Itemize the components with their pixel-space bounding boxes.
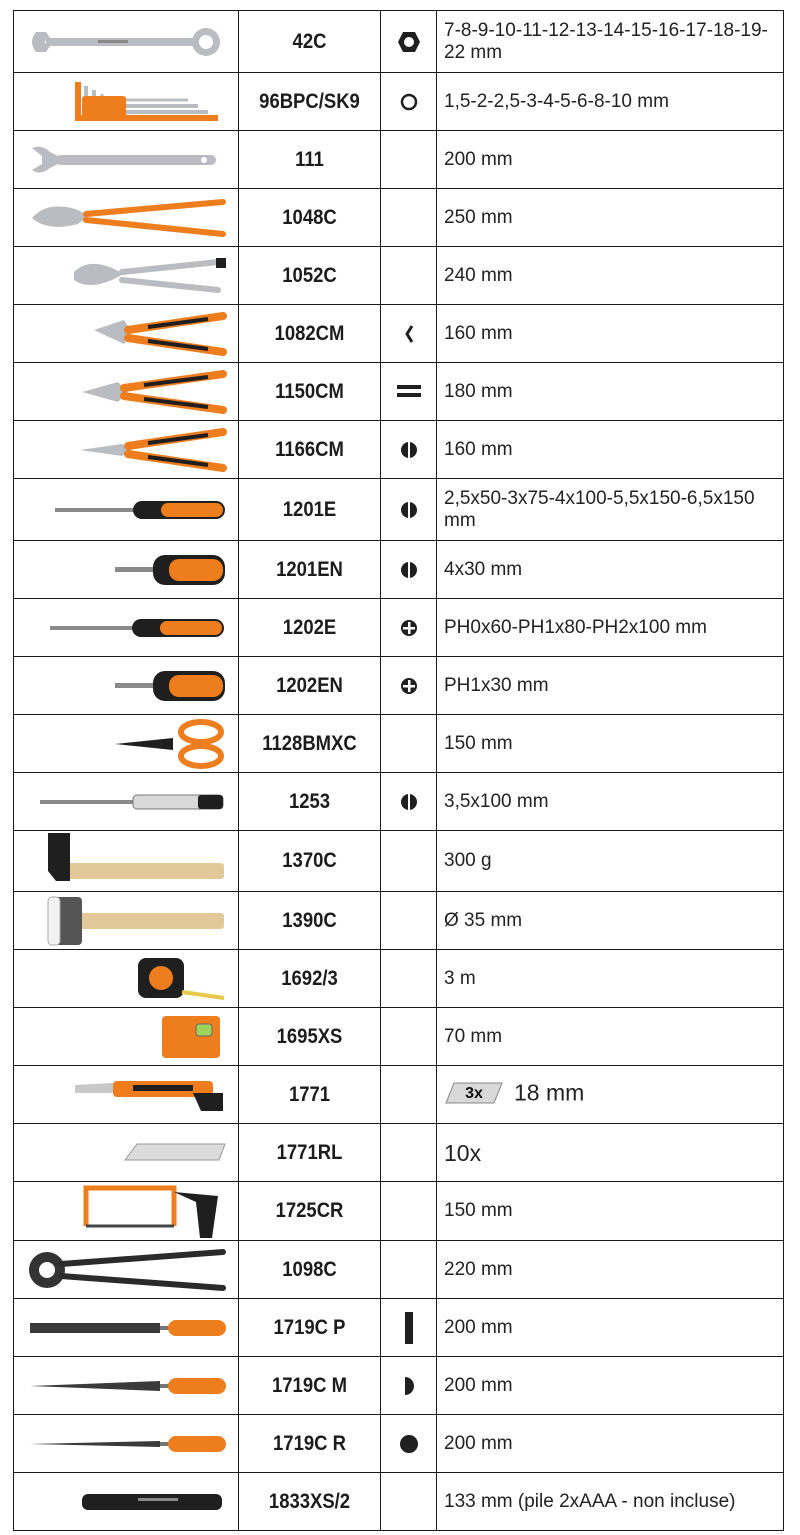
product-code-cell	[239, 1415, 381, 1473]
flat-jaw-icon	[396, 383, 422, 400]
table-row	[14, 1182, 784, 1241]
spec-text: 4x30 mm	[444, 558, 523, 580]
cutting-edge-icon	[402, 325, 416, 342]
stubby-phillips-screwdriver-image	[14, 657, 239, 715]
product-code: 1201EN	[276, 557, 343, 581]
table-row	[14, 247, 784, 305]
spec-cell	[437, 1008, 784, 1066]
half-round-icon	[399, 441, 419, 458]
spec-text: 180 mm	[444, 380, 513, 402]
product-code: 1390C	[282, 908, 337, 932]
product-code: 1253	[288, 789, 331, 813]
phillips-icon	[399, 677, 419, 694]
product-code: 1692/3	[281, 966, 338, 990]
half-round-icon	[399, 793, 419, 810]
product-code-cell	[239, 421, 381, 479]
spec-text: 2,5x50-3x75-4x100-5,5x150-6,5x150 mm	[444, 487, 755, 531]
spec-cell	[437, 1124, 784, 1182]
soft-face-mallet-image	[14, 892, 239, 950]
type-icon-cell	[381, 1473, 437, 1531]
spec-cell	[437, 421, 784, 479]
table-row	[14, 11, 784, 73]
type-icon-cell	[381, 950, 437, 1008]
spec-text: 133 mm (pile 2xAAA - non incluse)	[444, 1490, 736, 1512]
spec-cell	[437, 773, 784, 831]
product-code: 1128BMXC	[262, 731, 357, 755]
flat-file-image	[14, 1299, 239, 1357]
spec-text: 200 mm	[444, 1316, 513, 1338]
product-code: 1048C	[282, 205, 337, 229]
half-disc-icon	[402, 1377, 416, 1394]
product-code-cell	[239, 1241, 381, 1299]
product-code-cell	[239, 599, 381, 657]
spec-cell	[437, 1066, 784, 1124]
table-row	[14, 1299, 784, 1357]
type-icon-cell	[381, 1299, 437, 1357]
table-row	[14, 1124, 784, 1182]
type-icon-cell	[381, 715, 437, 773]
type-icon-cell	[381, 773, 437, 831]
spec-text: PH0x60-PH1x80-PH2x100 mm	[444, 616, 707, 638]
type-icon-cell	[381, 541, 437, 599]
type-icon-cell	[381, 247, 437, 305]
product-code: 1370C	[282, 849, 337, 872]
spec-cell	[437, 11, 784, 73]
table-row	[14, 599, 784, 657]
table-row	[14, 421, 784, 479]
table-row	[14, 1357, 784, 1415]
table-row	[14, 773, 784, 831]
table-row	[14, 892, 784, 950]
product-code: 1166CM	[275, 437, 344, 461]
pen-flashlight-image	[14, 1473, 239, 1531]
type-icon-cell	[381, 73, 437, 131]
table-row	[14, 1008, 784, 1066]
spec-text: PH1x30 mm	[444, 674, 549, 696]
spec-cell	[437, 892, 784, 950]
table-row	[14, 950, 784, 1008]
combination-wrench-image	[14, 11, 239, 73]
table-row	[14, 715, 784, 773]
product-code: 1719C M	[272, 1373, 347, 1397]
diagonal-cutters-image	[14, 305, 239, 363]
type-icon-cell	[381, 421, 437, 479]
type-icon-cell	[381, 1124, 437, 1182]
phillips-icon	[399, 619, 419, 636]
product-code-cell	[239, 1357, 381, 1415]
spec-text: Ø 35 mm	[444, 909, 523, 931]
product-code: 1098C	[282, 1257, 337, 1281]
product-code-cell	[239, 773, 381, 831]
spec-cell	[437, 479, 784, 541]
product-code-cell	[239, 1299, 381, 1357]
product-code: 1202EN	[276, 673, 343, 697]
spare-blades-image	[14, 1124, 239, 1182]
product-code-cell	[239, 1182, 381, 1241]
product-code: 111	[295, 147, 324, 171]
ring-icon	[399, 93, 419, 110]
spec-text: 3,5x100 mm	[444, 790, 549, 812]
type-icon-cell	[381, 1008, 437, 1066]
spec-text: 200 mm	[444, 1432, 513, 1454]
product-code: 1725CR	[275, 1199, 344, 1222]
product-code-cell	[239, 831, 381, 892]
product-code-cell	[239, 305, 381, 363]
type-icon-cell	[381, 305, 437, 363]
product-code: 1719C R	[273, 1431, 346, 1455]
table-row	[14, 479, 784, 541]
product-code: 1719C P	[273, 1315, 346, 1339]
hex-nut-icon	[397, 33, 421, 50]
product-code-cell	[239, 1124, 381, 1182]
spec-cell	[437, 305, 784, 363]
table-row	[14, 1241, 784, 1299]
product-code-cell	[239, 189, 381, 247]
spec-text: 150 mm	[444, 1200, 513, 1221]
adjustable-wrench-image	[14, 131, 239, 189]
spec-text: 70 mm	[444, 1025, 503, 1047]
product-code: 1150CM	[275, 379, 344, 403]
product-code: 1771RL	[276, 1140, 343, 1164]
engineer-hammer-image	[14, 831, 239, 892]
type-icon-cell	[381, 1182, 437, 1241]
svg-text:3x: 3x	[465, 1085, 483, 1102]
table-row	[14, 131, 784, 189]
product-code-cell	[239, 657, 381, 715]
product-code: 1052C	[282, 263, 337, 287]
type-icon-cell	[381, 1357, 437, 1415]
product-code-cell	[239, 363, 381, 421]
spec-cell	[437, 1182, 784, 1241]
spec-text: 1,5-2-2,5-3-4-5-6-8-10 mm	[444, 90, 669, 112]
long-nose-pliers-image	[14, 421, 239, 479]
spec-text: 10x	[444, 1139, 482, 1166]
spec-cell	[437, 1473, 784, 1531]
product-code: 1202E	[282, 615, 337, 639]
type-icon-cell	[381, 189, 437, 247]
spec-cell	[437, 73, 784, 131]
combination-pliers-image	[14, 363, 239, 421]
type-icon-cell	[381, 831, 437, 892]
spec-cell	[437, 599, 784, 657]
product-code-cell	[239, 1473, 381, 1531]
product-code: 96BPC/SK9	[259, 89, 360, 113]
type-icon-cell	[381, 1066, 437, 1124]
product-code-cell	[239, 541, 381, 599]
table-row	[14, 305, 784, 363]
spec-text: 250 mm	[444, 206, 513, 228]
product-code-cell	[239, 715, 381, 773]
spec-cell	[437, 1241, 784, 1299]
product-code: 42C	[292, 29, 327, 53]
type-icon-cell	[381, 11, 437, 73]
spec-cell	[437, 247, 784, 305]
table-row	[14, 73, 784, 131]
product-code: 1082CM	[274, 321, 345, 345]
half-round-file-image	[14, 1357, 239, 1415]
spec-text: 240 mm	[444, 264, 513, 286]
spec-text: 3 m	[444, 967, 476, 989]
water-pump-pliers-image	[14, 189, 239, 247]
voltage-tester-image	[14, 773, 239, 831]
product-code-cell	[239, 479, 381, 541]
slotted-screwdriver-image	[14, 479, 239, 541]
product-code: 1771	[288, 1082, 331, 1106]
spec-text: 150 mm	[444, 732, 513, 754]
spec-cell	[437, 657, 784, 715]
product-code-cell	[239, 131, 381, 189]
spec-text: 160 mm	[444, 322, 513, 344]
spec-cell	[437, 541, 784, 599]
type-icon-cell	[381, 1415, 437, 1473]
half-round-icon	[399, 561, 419, 578]
table-row	[14, 1415, 784, 1473]
electrician-scissors-image	[14, 715, 239, 773]
type-icon-cell	[381, 479, 437, 541]
spirit-level-image	[14, 1008, 239, 1066]
product-code-cell	[239, 1008, 381, 1066]
spec-cell	[437, 1415, 784, 1473]
table-row	[14, 831, 784, 892]
spec-text: 200 mm	[444, 148, 513, 170]
flat-bar-icon	[402, 1319, 416, 1336]
junior-hacksaw-image	[14, 1182, 239, 1241]
product-code-cell	[239, 11, 381, 73]
type-icon-cell	[381, 363, 437, 421]
spec-text: 160 mm	[444, 438, 513, 460]
product-code-cell	[239, 1066, 381, 1124]
end-cutting-pincers-image	[14, 1241, 239, 1299]
half-round-icon	[399, 501, 419, 518]
type-icon-cell	[381, 657, 437, 715]
product-code-cell	[239, 950, 381, 1008]
table-row	[14, 363, 784, 421]
spec-text: 18 mm	[514, 1079, 585, 1106]
product-code-cell	[239, 892, 381, 950]
utility-knife-image	[14, 1066, 239, 1124]
spec-cell	[437, 1357, 784, 1415]
tape-measure-image	[14, 950, 239, 1008]
spec-cell	[437, 131, 784, 189]
spec-text: 7-8-9-10-11-12-13-14-15-16-17-18-19-22 mm	[444, 19, 768, 63]
spec-text: 300 g	[444, 850, 492, 871]
table-body	[14, 11, 784, 1531]
type-icon-cell	[381, 892, 437, 950]
hex-key-set-image	[14, 73, 239, 131]
table-row	[14, 541, 784, 599]
round-file-image	[14, 1415, 239, 1473]
table-row	[14, 657, 784, 715]
product-code: 1695XS	[276, 1024, 343, 1048]
type-icon-cell	[381, 599, 437, 657]
table-row	[14, 1473, 784, 1531]
round-dot-icon	[399, 1435, 419, 1452]
table-row	[14, 189, 784, 247]
product-code-cell	[239, 247, 381, 305]
quantity-badge	[444, 1081, 504, 1108]
spec-cell	[437, 950, 784, 1008]
product-code-cell	[239, 73, 381, 131]
product-code: 1833XS/2	[268, 1489, 351, 1513]
spec-cell	[437, 715, 784, 773]
spec-cell	[437, 363, 784, 421]
locking-pliers-image	[14, 247, 239, 305]
tool-kit-table	[13, 10, 784, 1531]
type-icon-cell	[381, 1241, 437, 1299]
spec-cell	[437, 831, 784, 892]
spec-text: 220 mm	[444, 1258, 513, 1280]
stubby-slotted-screwdriver-image	[14, 541, 239, 599]
table-row	[14, 1066, 784, 1124]
type-icon-cell	[381, 131, 437, 189]
spec-text: 200 mm	[444, 1374, 513, 1396]
spec-cell	[437, 189, 784, 247]
product-code: 1201E	[282, 497, 337, 521]
spec-cell	[437, 1299, 784, 1357]
phillips-screwdriver-image	[14, 599, 239, 657]
